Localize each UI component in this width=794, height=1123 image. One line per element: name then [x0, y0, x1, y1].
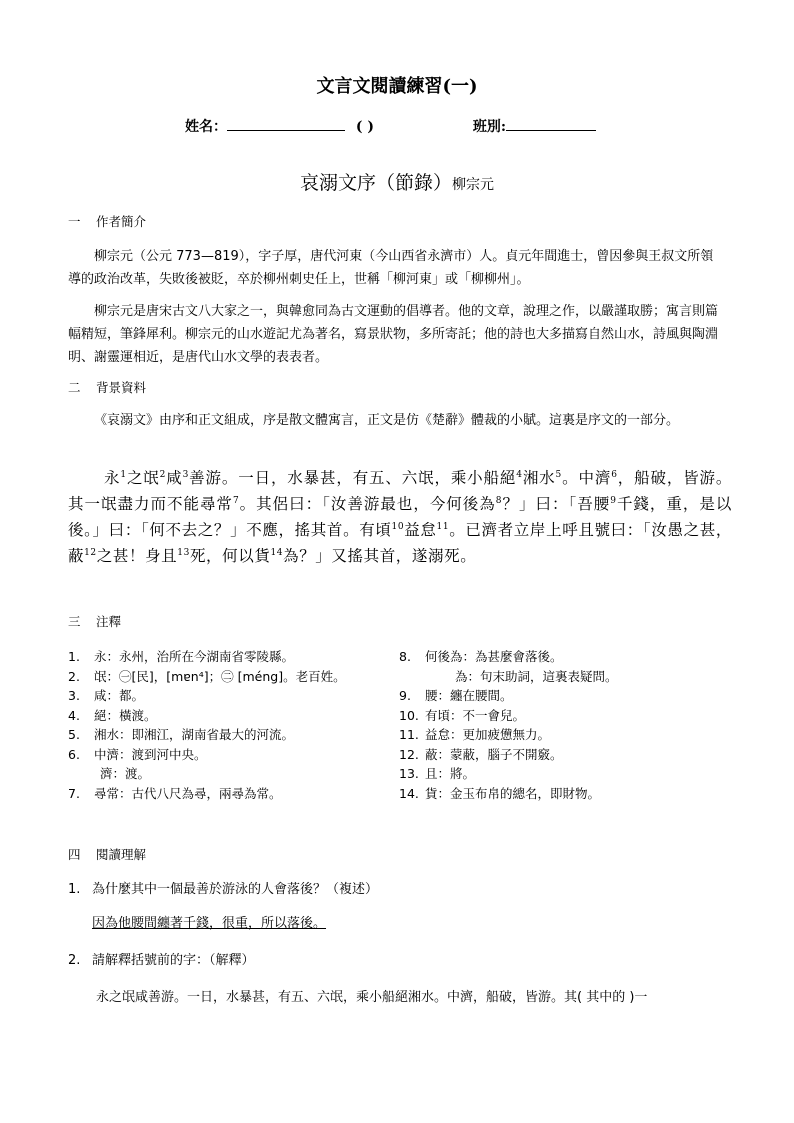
passage-segment: 益怠 — [404, 521, 437, 539]
note-item — [399, 725, 739, 745]
note-number: 13. — [399, 766, 419, 781]
note-item — [399, 667, 739, 687]
note-item — [399, 647, 739, 667]
note-text: 咸：都。 — [94, 688, 145, 703]
note-item — [399, 764, 739, 784]
question-2-passage: 永之氓咸善游。一日，水暴甚，有五、六氓，乘小船絕湘水。中濟，船破，皆游。其( 其中的 )一 — [96, 990, 648, 1005]
note-ref: 2 — [159, 469, 166, 480]
note-ref: 9 — [610, 495, 617, 506]
passage-author: 柳宗元 — [452, 177, 494, 193]
passage-title-main: 哀溺文序（節錄） — [299, 172, 452, 194]
passage-segment: 。已濟者立岸上呼且號曰：「汝愚之甚，蔽 — [68, 521, 732, 565]
passage-segment: 之氓 — [126, 469, 160, 487]
question-number: 1. — [68, 882, 81, 897]
note-text: 貨：金玉布帛的總名，即財物。 — [425, 785, 601, 801]
section-number: 四 — [68, 847, 81, 862]
question-number: 2. — [68, 953, 81, 968]
note-item — [399, 686, 739, 706]
note-text: 濟：渡。 — [100, 766, 151, 781]
class-blank[interactable] — [506, 116, 596, 131]
passage-segment: 之甚！身且 — [96, 547, 178, 565]
name-label: 姓名： — [185, 119, 227, 135]
note-text: 蔽：蒙蔽，腦子不開竅。 — [425, 746, 563, 762]
note-number: 2. — [68, 668, 80, 684]
note-item — [68, 725, 388, 745]
note-ref: 6 — [611, 469, 618, 480]
note-text: 何後為：為甚麼會落後。 — [425, 649, 563, 664]
passage-segment: 善游。一日，水暴甚，有五、六氓，乘小船絕 — [188, 469, 517, 487]
note-item — [68, 647, 388, 667]
question-2 — [68, 949, 255, 968]
note-number: 4. — [68, 707, 80, 723]
passage-segment: 為？」又搖其首，遂溺死。 — [283, 547, 477, 565]
note-item — [68, 745, 388, 765]
note-number — [399, 667, 425, 687]
note-text: 腰：纏在腰間。 — [425, 688, 513, 703]
passage-segment: 湘水 — [522, 469, 556, 487]
note-text: 且：將。 — [425, 766, 476, 781]
note-item — [68, 764, 388, 784]
passage-segment: 千錢，重，是以後。」曰：「何不去之？」不應，搖其首。有頃 — [68, 495, 732, 539]
note-item — [68, 667, 388, 687]
note-number: 5. — [68, 727, 80, 742]
note-ref: 1 — [120, 469, 127, 480]
author-intro-paragraph-2: 柳宗元是唐宋古文八大家之一，與韓愈同為古文運動的倡導者。他的文章，說理之作，以嚴謹取勝；寓言則篇幅精短，筆鋒犀利。柳宗元的山水遊記尤為著名，寫景狀物，多所寄託；他的詩也大多描寫自然山水，詩風與陶淵明、謝靈運相近，是唐代山水文學的表表者。 — [68, 304, 719, 365]
note-number: 1. — [68, 649, 80, 664]
note-ref: 4 — [516, 469, 523, 480]
note-item — [399, 706, 739, 726]
note-text: 永：永州，治所在今湖南省零陵縣。 — [94, 649, 295, 664]
note-ref: 10 — [391, 521, 405, 532]
note-text: 湘水：即湘江，湖南省最大的河流。 — [94, 727, 295, 742]
note-ref: 3 — [182, 469, 189, 480]
section-title: 閱讀理解 — [96, 847, 147, 862]
question-1-answer[interactable]: 因為他腰間纏著千錢，很重，所以落後。 — [92, 916, 327, 931]
section-heading-comprehension — [68, 845, 146, 863]
section-heading-notes — [68, 612, 121, 630]
section-heading-background — [68, 378, 146, 396]
section-number: 一 — [68, 214, 81, 229]
classical-passage — [68, 465, 732, 569]
note-number: 10. — [399, 707, 419, 723]
section-number: 二 — [68, 380, 81, 395]
author-intro-paragraph-1: 柳宗元（公元 773—819），字子厚，唐代河東（今山西省永濟市）人。貞元年間進士，曾因參與王叔文所領導的政治改革，失敗後被貶，卒於柳州刺史任上，世稱「柳河東」或「柳柳州」。 — [68, 249, 714, 287]
section-heading-author — [68, 212, 146, 230]
note-number: 12. — [399, 746, 419, 762]
note-number: 9. — [399, 688, 411, 703]
background-paragraph: 《哀溺文》由序和正文組成，序是散文體寓言，正文是仿《楚辭》體裁的小賦。這裏是序文的一部分。 — [94, 413, 680, 428]
passage-title — [0, 168, 794, 195]
note-text: 中濟：渡到河中央。 — [94, 746, 207, 762]
note-item — [68, 706, 388, 726]
question-text: 請解釋括號前的字：（解釋） — [92, 953, 255, 968]
note-item — [68, 784, 388, 804]
note-number: 6. — [68, 746, 80, 762]
note-ref: 13 — [177, 547, 190, 558]
page-title: 文言文閱讀練習(一) — [316, 76, 478, 97]
notes-right-column — [399, 647, 739, 803]
question-1 — [68, 878, 378, 897]
note-text: 尋常：古代八尺為尋，兩尋為常。 — [94, 785, 282, 801]
name-blank[interactable] — [227, 116, 345, 131]
note-ref: 8 — [495, 495, 503, 506]
note-number — [68, 764, 94, 784]
note-number: 3. — [68, 688, 80, 703]
note-text: 益怠：更加疲憊無力。 — [425, 727, 551, 742]
note-ref: 7 — [232, 495, 240, 506]
note-number: 11. — [399, 727, 419, 742]
passage-segment: ，船破，皆游。其一氓盡力而不能尋常 — [68, 469, 732, 513]
passage-segment: 死，何以貨 — [189, 547, 271, 565]
notes-left-column — [68, 647, 388, 803]
section-number: 三 — [68, 614, 81, 629]
note-ref: 11 — [436, 521, 450, 532]
passage-segment: 。中濟 — [561, 469, 612, 487]
section-title: 背景資料 — [96, 380, 147, 395]
question-text: 為什麼其中一個最善於游泳的人會落後？（複述） — [92, 882, 379, 897]
note-ref: 12 — [84, 547, 97, 558]
note-text: 為：句末助詞，這裏表疑問。 — [455, 668, 618, 684]
passage-segment: ？」曰：「吾腰 — [502, 495, 611, 513]
note-item — [399, 784, 739, 804]
class-label: 班別: — [472, 119, 507, 135]
note-ref: 14 — [270, 547, 284, 558]
section-title: 注釋 — [96, 614, 122, 629]
note-text: 氓：㊀[民]，[mɐn⁴]；㊁ [méng]。老百姓。 — [94, 668, 346, 684]
note-number: 14. — [399, 785, 419, 801]
note-text: 絕：橫渡。 — [94, 707, 157, 723]
passage-segment: 咸 — [165, 469, 183, 487]
note-text: 有頃：不一會兒。 — [425, 707, 526, 723]
passage-segment: 永 — [104, 469, 121, 487]
note-item — [68, 686, 388, 706]
note-item — [399, 745, 739, 765]
section-title: 作者簡介 — [96, 214, 147, 229]
note-number: 8. — [399, 649, 411, 664]
note-number: 7. — [68, 785, 80, 801]
passage-segment: 。其侶曰：「汝善游最也，今何後為 — [239, 495, 496, 513]
class-number-bracket: ( ) — [355, 119, 374, 135]
student-info-row — [185, 116, 596, 136]
note-ref: 5 — [555, 469, 562, 480]
